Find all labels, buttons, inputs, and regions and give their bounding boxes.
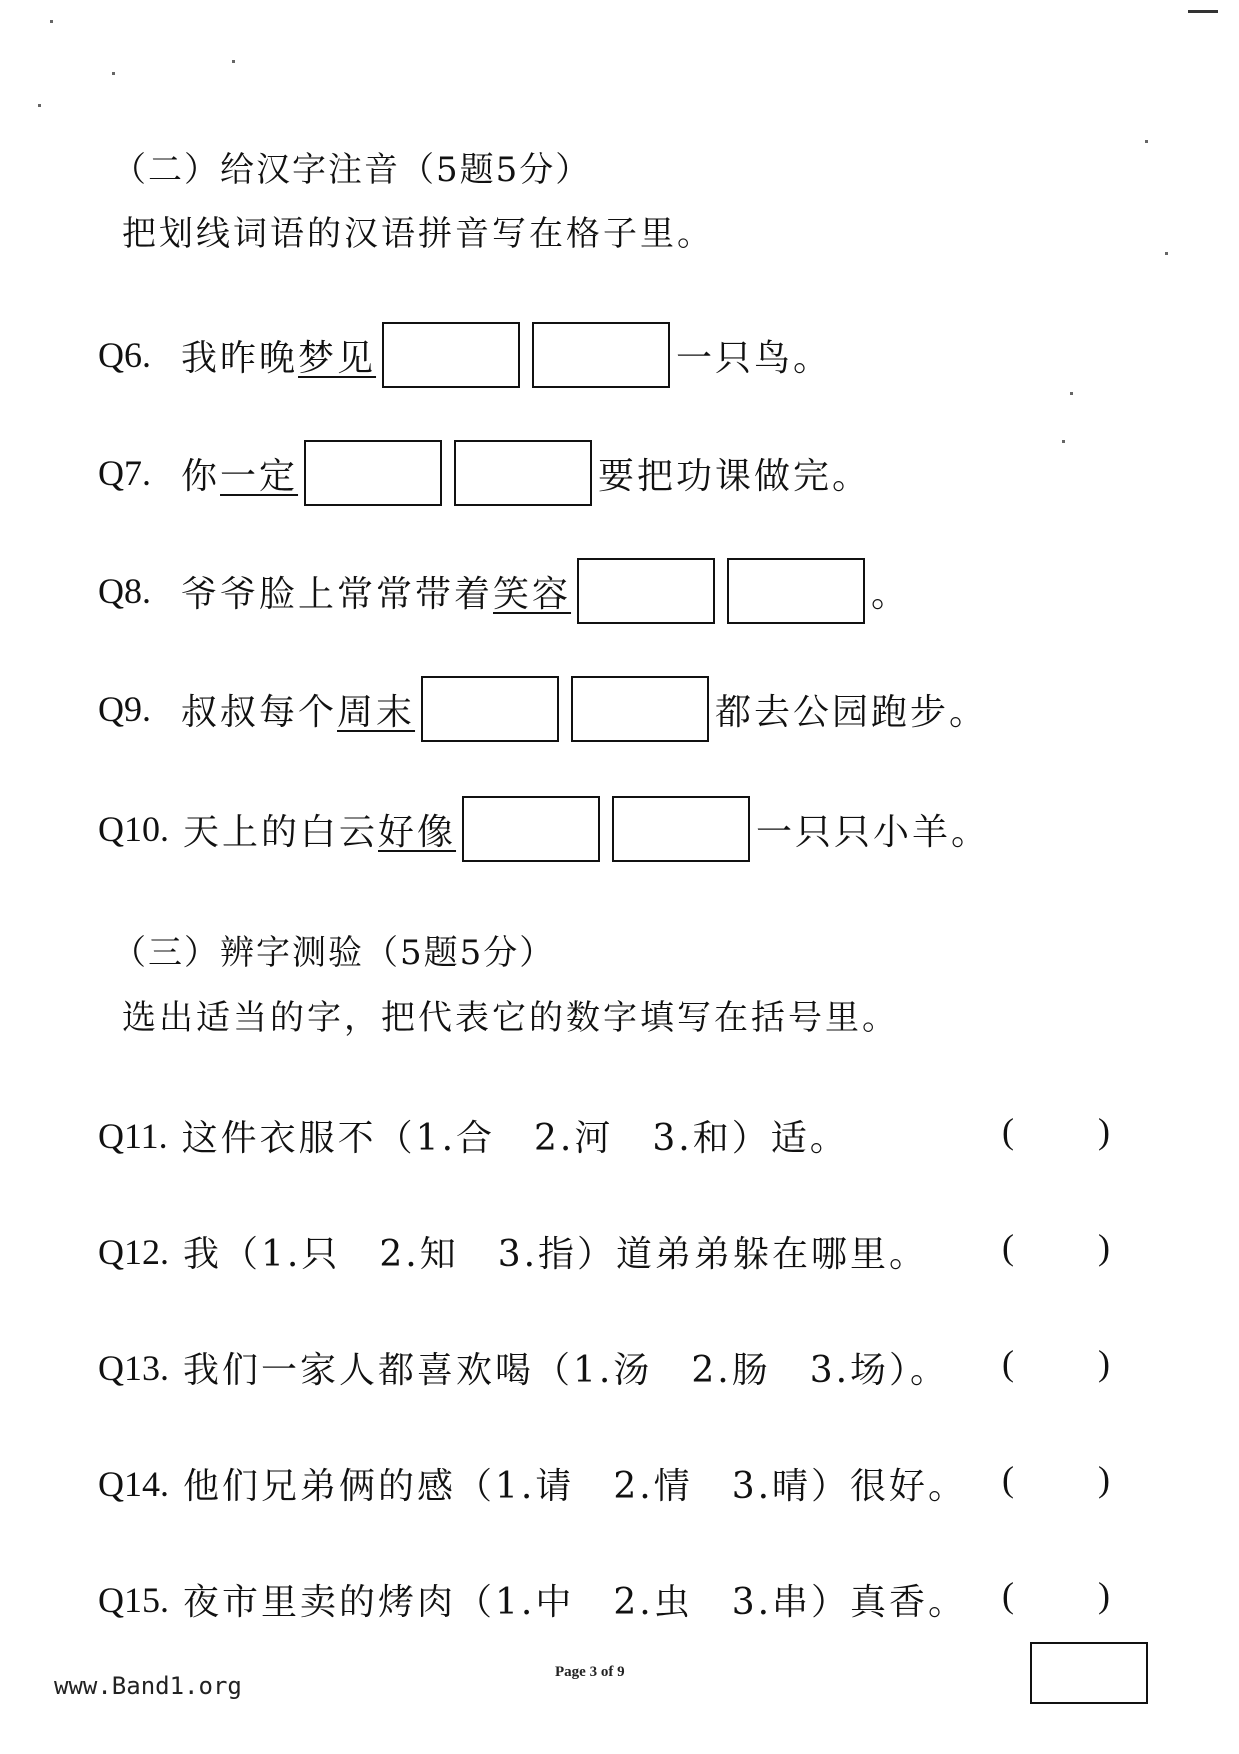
section2-instruction: 把划线词语的汉语拼音写在格子里。	[122, 214, 714, 254]
pinyin-box-2[interactable]	[454, 440, 592, 506]
question-text-after: 一只鸟。	[676, 337, 833, 379]
scan-mark	[1188, 10, 1218, 13]
question-q6	[98, 322, 832, 388]
answer-field-q13[interactable]	[1020, 1340, 1095, 1384]
question-q15	[98, 1574, 967, 1625]
question-number: Q6.	[98, 335, 151, 375]
scan-speck	[1070, 392, 1073, 395]
scan-speck	[112, 72, 115, 75]
question-text-after: 要把功课做完。	[598, 455, 872, 497]
scan-speck	[38, 104, 41, 107]
score-box[interactable]	[1030, 1642, 1148, 1704]
answer-paren-open: (	[1002, 1227, 1014, 1267]
question-text: 夜市里卖的烤肉（1.中 2.虫 3.串）真香。	[183, 1582, 968, 1623]
scan-speck	[1145, 140, 1148, 143]
section3-heading: （三）辨字测验（5题5分）	[112, 933, 556, 973]
question-q7	[98, 440, 871, 506]
question-q13	[98, 1342, 949, 1393]
answer-field-q15[interactable]	[1020, 1572, 1095, 1616]
underlined-word: 一定	[220, 455, 299, 497]
page-number: Page 3 of 9	[555, 1664, 625, 1680]
answer-field-q11[interactable]	[1020, 1108, 1095, 1152]
scan-speck	[1165, 252, 1168, 255]
underlined-word: 笑容	[493, 573, 572, 615]
pinyin-box-1[interactable]	[462, 796, 600, 862]
question-number: Q8.	[98, 571, 151, 611]
question-number: Q14.	[98, 1463, 169, 1504]
question-q11	[98, 1110, 849, 1161]
pinyin-box-2[interactable]	[612, 796, 750, 862]
question-text: 他们兄弟俩的感（1.请 2.情 3.晴）很好。	[183, 1466, 968, 1507]
question-q10	[98, 796, 990, 862]
footer-site: www.Band1.org	[54, 1672, 242, 1700]
pinyin-box-1[interactable]	[382, 322, 520, 388]
answer-paren-close: )	[1098, 1343, 1110, 1383]
question-number: Q12.	[98, 1231, 169, 1272]
pinyin-box-1[interactable]	[304, 440, 442, 506]
pinyin-box-2[interactable]	[727, 558, 865, 624]
answer-paren-open: (	[1002, 1575, 1014, 1615]
question-q8	[98, 558, 910, 624]
question-text-after: 一只只小羊。	[756, 811, 991, 853]
underlined-word: 周末	[337, 691, 416, 733]
pinyin-box-2[interactable]	[532, 322, 670, 388]
answer-field-q12[interactable]	[1020, 1224, 1095, 1268]
question-text-before: 爷爷脸上常常带着	[181, 573, 494, 615]
answer-paren-close: )	[1098, 1575, 1110, 1615]
answer-paren-open: (	[1002, 1111, 1014, 1151]
question-number: Q9.	[98, 689, 151, 729]
question-number: Q10.	[98, 809, 169, 849]
question-number: Q11.	[98, 1115, 168, 1156]
question-number: Q15.	[98, 1579, 169, 1620]
answer-paren-open: (	[1002, 1343, 1014, 1383]
question-number: Q13.	[98, 1347, 169, 1388]
question-text-before: 你	[181, 455, 221, 497]
answer-paren-close: )	[1098, 1111, 1110, 1151]
question-text-before: 天上的白云	[183, 811, 379, 853]
question-q9	[98, 676, 988, 742]
answer-paren-close: )	[1098, 1459, 1110, 1499]
question-text-after: 都去公园跑步。	[715, 691, 989, 733]
scan-speck	[1062, 440, 1065, 443]
question-text-before: 我昨晚	[181, 337, 299, 379]
section3-instruction: 选出适当的字，把代表它的数字填写在括号里。	[122, 998, 899, 1038]
answer-paren-close: )	[1098, 1227, 1110, 1267]
question-text: 我（1.只 2.知 3.指）道弟弟躲在哪里。	[183, 1234, 929, 1275]
underlined-word: 好像	[378, 811, 457, 853]
answer-paren-open: (	[1002, 1459, 1014, 1499]
pinyin-box-2[interactable]	[571, 676, 709, 742]
pinyin-box-1[interactable]	[421, 676, 559, 742]
pinyin-box-1[interactable]	[577, 558, 715, 624]
question-text: 这件衣服不（1.合 2.河 3.和）适。	[181, 1118, 849, 1159]
scan-speck	[232, 60, 235, 63]
question-text-before: 叔叔每个	[181, 691, 338, 733]
question-q14	[98, 1458, 967, 1509]
underlined-word: 梦见	[298, 337, 377, 379]
scan-speck	[50, 20, 53, 23]
section2-heading: （二）给汉字注音（5题5分）	[112, 150, 592, 190]
question-text: 我们一家人都喜欢喝（1.汤 2.肠 3.场）。	[183, 1350, 950, 1391]
question-q12	[98, 1226, 928, 1277]
question-number: Q7.	[98, 453, 151, 493]
question-text-after: 。	[871, 573, 911, 615]
answer-field-q14[interactable]	[1020, 1456, 1095, 1500]
